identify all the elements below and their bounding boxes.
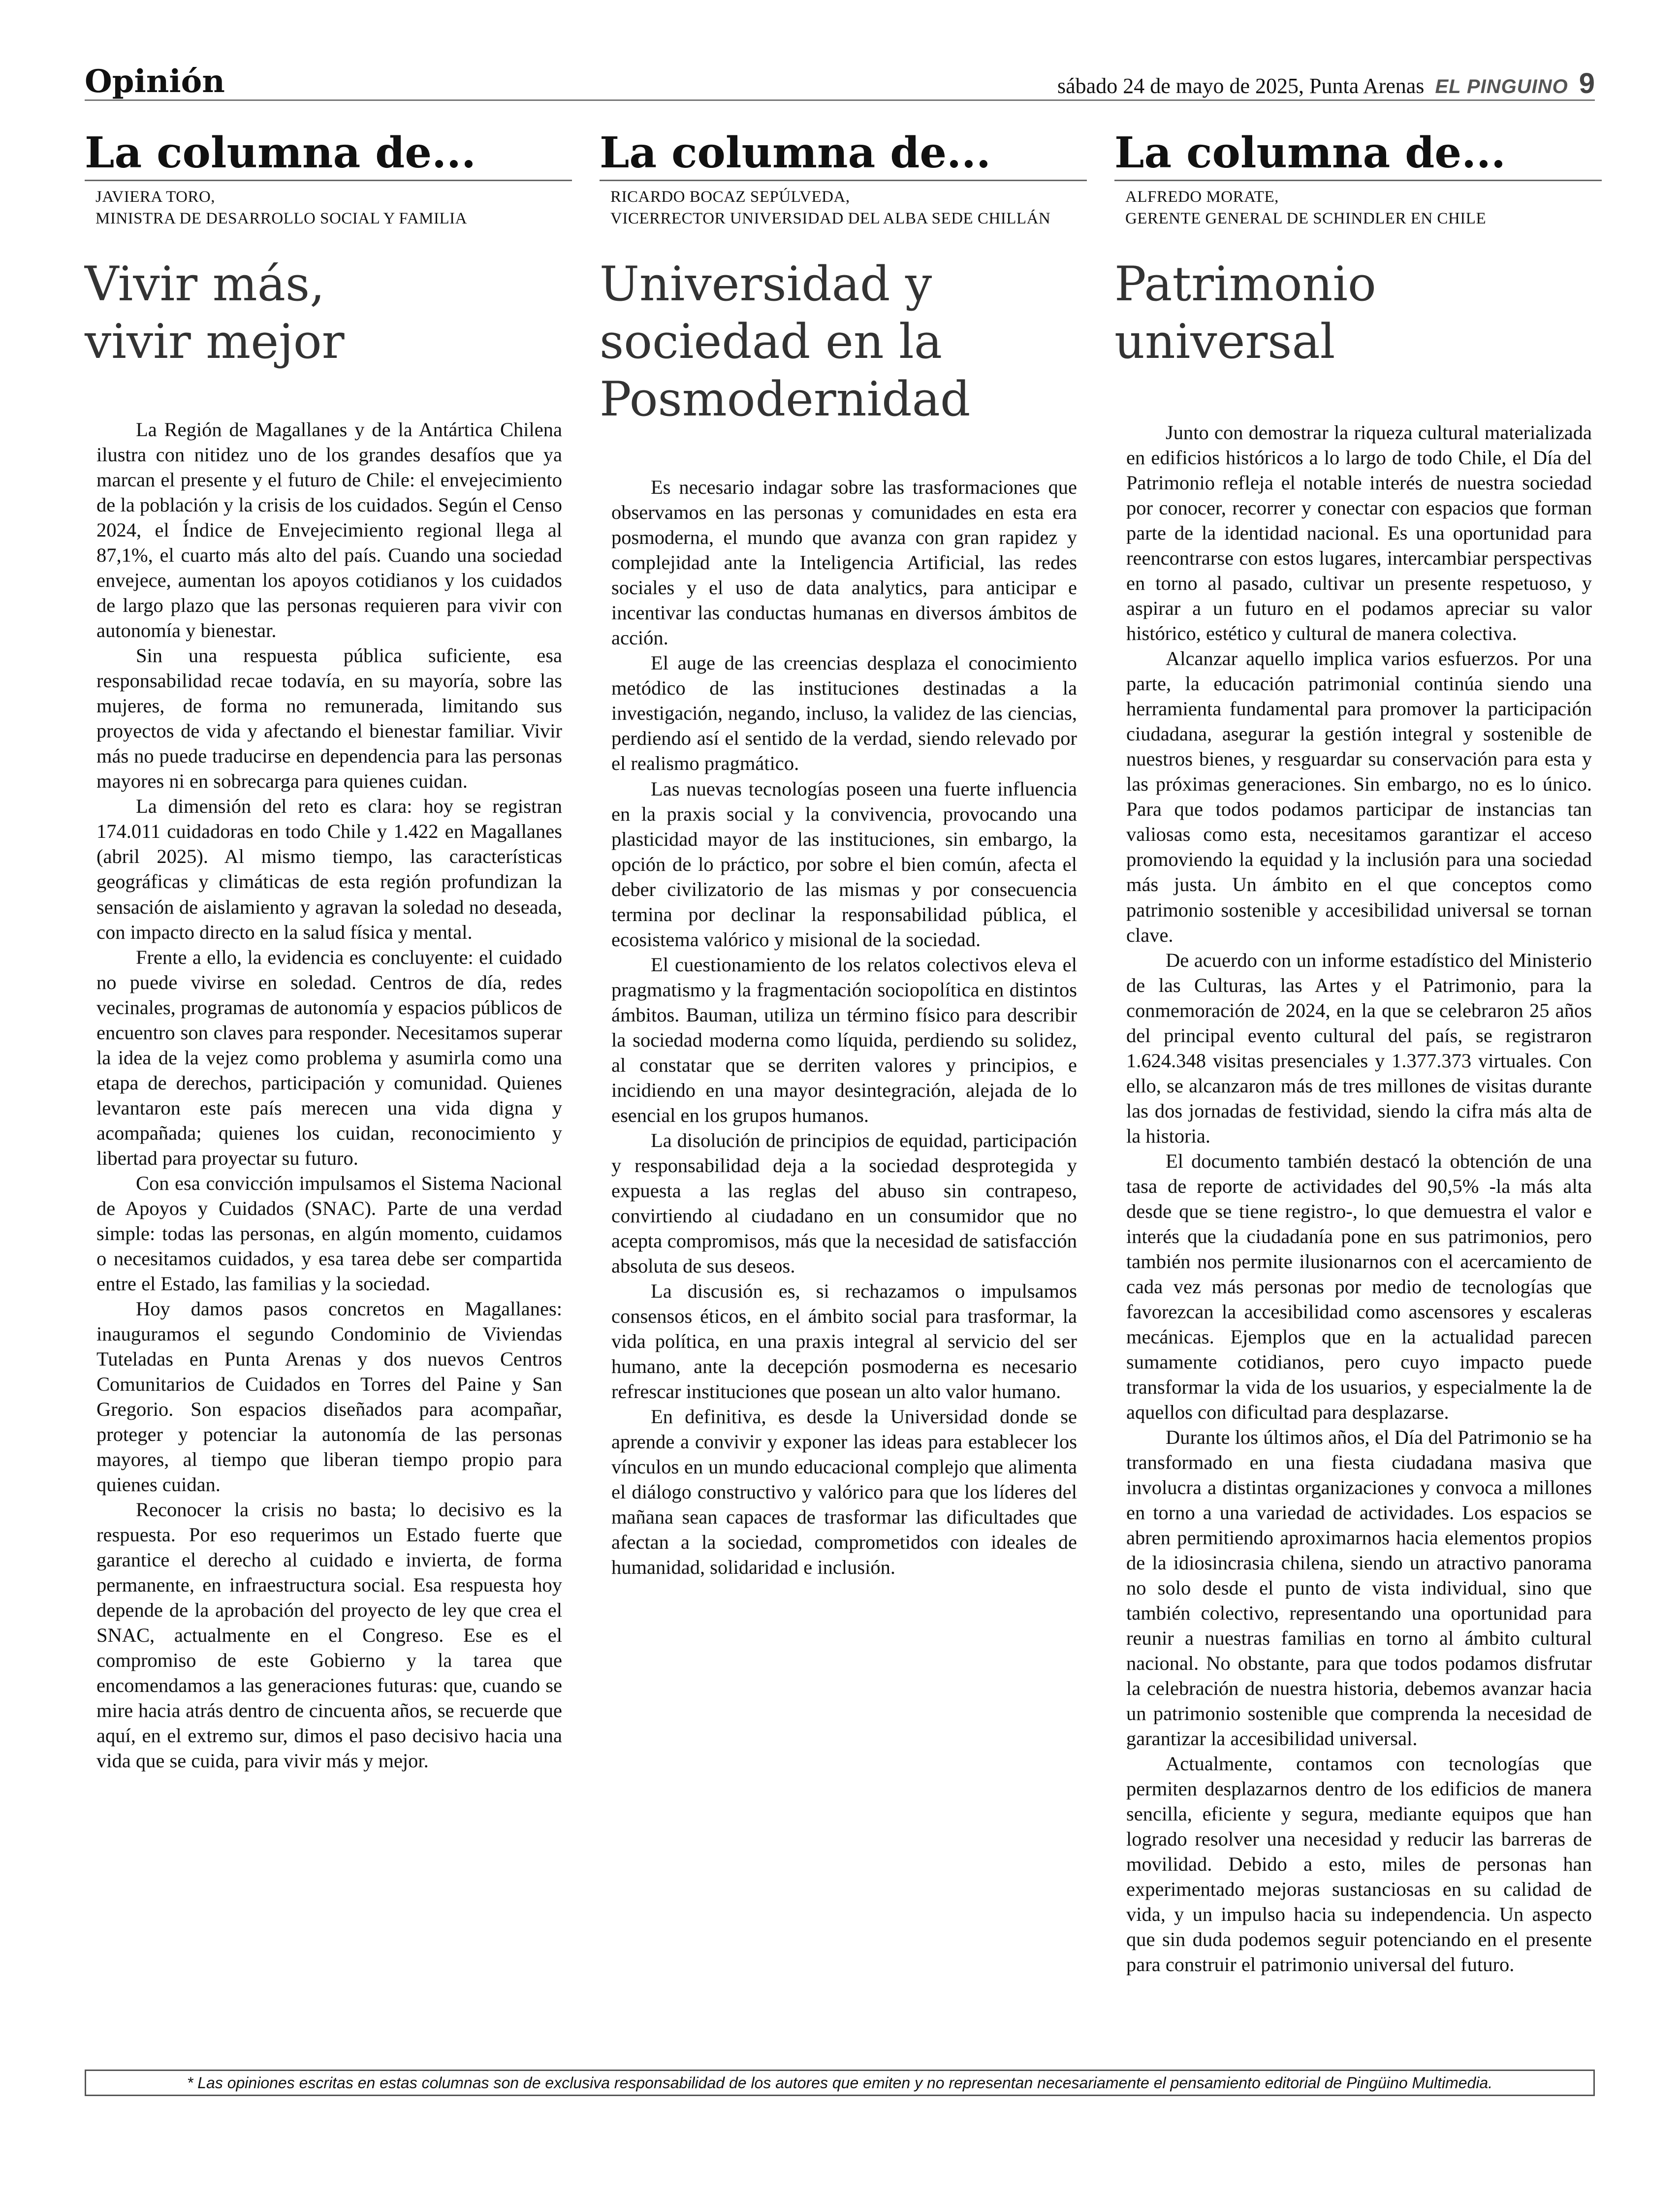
author-byline — [1125, 186, 1602, 230]
headline-line: Universidad y — [600, 256, 932, 312]
author-name: JAVIERA TORO, — [95, 188, 216, 206]
paragraph: Frente a ello, la evidencia es concluyente: el cuidado no puede vivirse en soledad. Centros de día, redes vecinales, programas de autonomía y espacios públicos de encuentro son claves para responder. Necesitamos superar la idea de la vejez como problema y asumirla como una etapa de derechos, participación y comunidad. Quienes levantaron este país merecen una vida digna y acompañada; quienes los cuidan, reconocimiento y libertad para proyectar su futuro. — [96, 946, 562, 1169]
headline-line: sociedad en la — [600, 314, 943, 370]
article-headline — [85, 255, 572, 371]
paragraph: El documento también destacó la obtención de una tasa de reporte de actividades del 90,5% -la más alta desde que se tiene registro-, lo que demuestra el valor e interés que la ciudadanía pone en sus patrimonios, pero también nos permite ilusionarnos con el acercamiento de cada vez más personas por medio de tecnologías que favorezcan la accesibilidad como ascensores y escaleras mecánicas. Ejemplos que en la actualidad parecen sumamente cotidianos, pero cuyo impacto puede transformar la vida de los usuarios, y especialmente la de aquellos con dificultad para desplazarse. — [1126, 1149, 1592, 1423]
author-role: GERENTE GENERAL DE SCHINDLER EN CHILE — [1125, 210, 1487, 228]
headline-line: Vivir más, — [85, 256, 325, 312]
paragraph: En definitiva, es desde la Universidad donde se aprende a convivir y exponer las ideas para establecer los vínculos en un mundo educacional complejo que alimenta el diálogo constructivo y valórico para que los líderes del mañana sean capaces de trasformar las dificultades que afectan a la sociedad, comprometidos con ideales de humanidad, solidaridad e inclusión. — [611, 1405, 1077, 1578]
paragraph: Reconocer la crisis no basta; lo decisivo es la respuesta. Por eso requerimos un Estado fuerte que garantice el derecho al cuidado e invierta, de forma permanente, en infraestructura social. Esa respuesta hoy depende de la aprobación del proyecto de ley que crea el SNAC, actualmente en el Congreso. Ese es el compromiso de este Gobierno y la tarea que encomendamos a las generaciones futuras: que, cuando se mire hacia atrás dentro de cincuenta años, se recuerde que aquí, en el extremo sur, dimos el paso decisivo hacia una vida que se cuida, para vivir más y mejor. — [96, 1498, 562, 1772]
column-kicker: La columna de... — [1114, 129, 1602, 181]
paragraph: Es necesario indagar sobre las trasformaciones que observamos en las personas y comunidades en esta era posmoderna, el mundo que avanza con gran rapidez y complejidad ante la Inteligencia Artificial, las redes sociales y el uso de data analytics, para anticipar e incentivar las conductas humanas en diversos ámbitos de acción. — [611, 476, 1077, 649]
paragraph: El auge de las creencias desplaza el conocimiento metódico de las instituciones destinadas a la investigación, negando, incluso, la validez de las ciencias, perdiendo así el sentido de la verdad, siendo relevado por el realismo pragmático. — [611, 652, 1077, 775]
headline-line: vivir mejor — [85, 314, 345, 370]
opinion-column-3 — [1114, 129, 1602, 1977]
author-name: ALFREDO MORATE, — [1125, 188, 1279, 206]
headline-line: Patrimonio — [1114, 256, 1376, 312]
section-name: Opinión — [85, 63, 225, 100]
paragraph: El cuestionamiento de los relatos colectivos eleva el pragmatismo y la fragmentación sociopolítica en distintos ámbitos. Bauman, utiliza un término físico para describir la sociedad moderna como líquida, perdiendo su solidez, al constatar que se derriten valores y principios, e incidiendo en una mayor desintegración, alejada de lo esencial en los grupos humanos. — [611, 953, 1077, 1126]
article-headline — [1114, 255, 1602, 371]
opinion-column-1 — [85, 129, 572, 1773]
paragraph: La discusión es, si rechazamos o impulsamos consensos éticos, en el ámbito social para trasformar, la vida política, en una praxis integral al servicio del ser humano, ante la decepción posmoderna es necesario refrescar instituciones que posean un alto valor humano. — [611, 1279, 1077, 1402]
headline-line: universal — [1114, 314, 1335, 370]
paragraph: Sin una respuesta pública suficiente, esa responsabilidad recae todavía, en su mayoría, sobre las mujeres, de forma no remunerada, limitando sus proyectos de vida y afectando el bienestar familiar. Vivir más no puede traducirse en dependencia para las personas mayores ni en sobrecarga para quienes cuidan. — [96, 644, 562, 793]
paragraph: Las nuevas tecnologías poseen una fuerte influencia en la praxis social y la convivencia, provocando una plasticidad mayor de las instituciones, sin embargo, la opción de lo práctico, por sobre el bien común, afecta el deber civilizatorio de las mismas y por consecuencia termina por declinar la responsabilidad pública, el ecosistema valórico y misional de la sociedad. — [611, 777, 1077, 951]
author-name: RICARDO BOCAZ SEPÚLVEDA, — [610, 188, 850, 206]
author-role: VICERRECTOR UNIVERSIDAD DEL ALBA SEDE CHILLÁN — [610, 210, 1051, 228]
article-headline — [600, 255, 1087, 428]
author-role: MINISTRA DE DESARROLLO SOCIAL Y FAMILIA — [95, 210, 467, 228]
paragraph: La dimensión del reto es clara: hoy se registran 174.011 cuidadoras en todo Chile y 1.422 en Magallanes (abril 2025). Al mismo tiempo, las características geográficas y climáticas de esta región profundizan la sensación de aislamiento y agravan la soledad no deseada, con impacto directo en la salud física y mental. — [96, 795, 562, 943]
opinion-column-2 — [600, 129, 1087, 1580]
column-kicker: La columna de... — [85, 129, 572, 181]
disclaimer-box — [85, 2070, 1595, 2096]
newspaper-logo: EL PINGUINO — [1435, 76, 1568, 97]
paragraph: La Región de Magallanes y de la Antártica Chilena ilustra con nitidez uno de los grandes desafíos que ya marcan el presente y el futuro de Chile: el envejecimiento de la población y la crisis de los cuidados. Según el Censo 2024, el Índice de Envejecimiento regional llega al 87,1%, el cuarto más alto del país. Cuando una sociedad envejece, aumentan los apoyos cotidianos y los cuidados de largo plazo que las personas requieren para vivir con autonomía y bienestar. — [96, 418, 562, 642]
paragraph: Actualmente, contamos con tecnologías que permiten desplazarnos dentro de los edificios de manera sencilla, eficiente y segura, mediante equipos que han logrado resolver una necesidad y reducir las barreras de movilidad. Debido a esto, miles de personas han experimentado mejoras sustanciosas en su calidad de vida, y un impulso hacia su independencia. Un aspecto que sin duda podemos seguir potenciando en el presente para construir el patrimonio universal del futuro. — [1126, 1752, 1592, 1976]
column-kicker: La columna de... — [600, 129, 1087, 181]
article-body — [611, 475, 1077, 1580]
article-body — [1126, 420, 1592, 1977]
author-byline — [95, 186, 572, 230]
paragraph: Hoy damos pasos concretos en Magallanes: inauguramos el segundo Condominio de Viviendas Tuteladas en Punta Arenas y dos nuevos Centros Comunitarios de Cuidados en Torres del Paine y San Gregorio. Son espacios diseñados para acompañar, proteger y potenciar la autonomía de las personas mayores, al tiempo que liberan tiempo propio para quienes cuidan. — [96, 1297, 562, 1496]
header-meta — [1057, 67, 1595, 100]
paragraph: Con esa convicción impulsamos el Sistema Nacional de Apoyos y Cuidados (SNAC). Parte de una verdad simple: todas las personas, en algún momento, cuidamos o necesitamos cuidados, y esa tarea debe ser compartida entre el Estado, las familias y la sociedad. — [96, 1172, 562, 1295]
page-number: 9 — [1579, 67, 1595, 99]
paragraph: De acuerdo con un informe estadístico del Ministerio de las Culturas, las Artes y el Patrimonio, para la conmemoración de 2024, en la que se celebraron 25 años del principal evento cultural del país, se registraron 1.624.348 visitas presenciales y 1.377.373 virtuales. Con ello, se alcanzaron más de tres millones de visitas durante las dos jornadas de festividad, siendo la cifra más alta de la historia. — [1126, 949, 1592, 1147]
publication-date: sábado 24 de mayo de 2025, Punta Arenas — [1057, 74, 1425, 98]
headline-line: Posmodernidad — [600, 372, 971, 427]
author-byline — [610, 186, 1087, 230]
disclaimer-text: * Las opiniones escritas en estas columnas son de exclusiva responsabilidad de los autores que emiten y no representan necesariamente el pensamiento editorial de Pingüino Multimedia. — [187, 2073, 1493, 2092]
article-body — [96, 417, 562, 1773]
paragraph: Durante los últimos años, el Día del Patrimonio se ha transformado en una fiesta ciudadana masiva que involucra a distintas organizaciones y convoca a millones en torno a una variedad de actividades. Los espacios se abren permitiendo aproximarnos hacia elementos propios de la idiosincrasia chilena, siendo un atractivo panorama no solo desde el punto de vista individual, sino que también colectivo, representando una oportunidad para reunir a nuestras familias en torno al ámbito cultural nacional. No obstante, para que todos podamos disfrutar la celebración de nuestra historia, debemos avanzar hacia un patrimonio sostenible que comprenda la necesidad de garantizar la accesibilidad universal. — [1126, 1426, 1592, 1750]
paragraph: Alcanzar aquello implica varios esfuerzos. Por una parte, la educación patrimonial continúa siendo una herramienta fundamental para promover la participación ciudadana, asegurar la gestión integral y sostenible de nuestros bienes, y resguardar su conservación para esta y las próximas generaciones. Sin embargo, no es lo único. Para que todos podamos participar de instancias tan valiosas como esta, necesitamos garantizar el acceso promoviendo la equidad y la inclusión para una sociedad más justa. Un ámbito en el que conceptos como patrimonio sostenible y accesibilidad universal se tornan clave. — [1126, 647, 1592, 946]
page-header — [85, 62, 1595, 101]
paragraph: Junto con demostrar la riqueza cultural materializada en edificios históricos a lo largo de todo Chile, el Día del Patrimonio refleja el notable interés de nuestra sociedad por conocer, recorrer y conectar con espacios que forman parte de la identidad nacional. Es una oportunidad para reencontrarse con estos lugares, intercambiar perspectivas en torno al pasado, cultivar un presente respetuoso, y aspirar a un futuro en el podamos apreciar su valor histórico, estético y cultural de manera colectiva. — [1126, 421, 1592, 645]
paragraph: La disolución de principios de equidad, participación y responsabilidad deja a la sociedad desprotegida y expuesta a las reglas del abuso sin contrapeso, convirtiendo al ciudadano en un consumidor que no acepta compromisos, más que la necesidad de satisfacción absoluta de sus deseos. — [611, 1129, 1077, 1277]
